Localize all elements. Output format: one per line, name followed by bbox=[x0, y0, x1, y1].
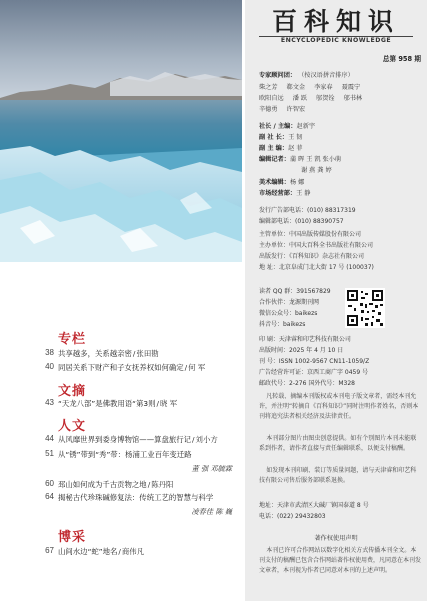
advisors-row bbox=[259, 93, 369, 102]
advisor-name: 欧阳自远 bbox=[259, 95, 284, 102]
staff-line bbox=[259, 177, 304, 186]
social-line: 合作伙伴：龙源期刊网 bbox=[259, 299, 320, 306]
entry-author: 张田勘 bbox=[136, 349, 159, 358]
page-number: 64 bbox=[45, 492, 54, 501]
staff-line bbox=[301, 165, 332, 174]
staff-value: 赵 菲 bbox=[288, 145, 303, 152]
contact-line: 主办单位：中国大百科全书出版社有限公司 bbox=[259, 242, 374, 249]
advisor-name: 李家春 bbox=[314, 84, 333, 91]
copyright-title: 著作权使用声明 bbox=[314, 535, 358, 542]
entry-author: 陈丹阳 bbox=[151, 480, 174, 489]
staff-value: 王 静 bbox=[296, 190, 311, 197]
section-title-miscellany: 博采 bbox=[58, 530, 87, 545]
social-line: 微信公众号：baikezs bbox=[259, 310, 318, 317]
contact-line: 地 址：北京阜成门北大街 17 号 (100037) bbox=[259, 264, 374, 271]
page-number: 43 bbox=[45, 398, 54, 407]
entry-author: 商伟凡 bbox=[121, 547, 145, 556]
entry-author: 刘小方 bbox=[195, 435, 218, 444]
social-line: 读者 QQ 群：391567829 bbox=[259, 288, 331, 295]
advisors-heading bbox=[259, 70, 354, 79]
section-title-column: 专栏 bbox=[58, 332, 87, 347]
staff-value: 蒲 晖 王 凯 张小萌 bbox=[289, 156, 342, 163]
staff-label: 社长 / 主编： bbox=[259, 123, 297, 130]
entry-author: 晓 军 bbox=[160, 399, 178, 408]
print-line: 广告经营许可证：京西工商广字 0459 号 bbox=[259, 369, 369, 376]
entry-author: 凌春佳 陈 巍 bbox=[191, 507, 232, 516]
advisor-name: 许智宏 bbox=[286, 106, 306, 113]
contact-line: 发行广告部电话：(010) 88317319 bbox=[259, 207, 356, 214]
entry-title: 邳山如何成为千古贡物之地 bbox=[58, 480, 147, 489]
advisor-name: 邬贺铨 bbox=[316, 95, 335, 102]
entry-title: “天龙八部”是佛教用语“第3则 bbox=[58, 399, 156, 408]
entry-title: 从风靡世界到委身博物馆——算盘旅行记 bbox=[58, 435, 192, 444]
entry-author: 董 强 邓毓霖 bbox=[191, 464, 232, 473]
section-title-digest: 文摘 bbox=[58, 384, 87, 399]
page-number: 44 bbox=[45, 434, 54, 443]
entry-title: 共享越多，关系越亲密 bbox=[58, 349, 132, 358]
advisors-row bbox=[259, 82, 367, 91]
advisor-name: 邬书林 bbox=[343, 95, 363, 102]
contact-line: 编辑部电话：(010) 88390757 bbox=[259, 218, 344, 225]
staff-label: 副 主 编： bbox=[259, 145, 289, 152]
cover-photo bbox=[0, 0, 242, 262]
print-line: 刊 号：ISSN 1002-9567 CN11-1059/Z bbox=[259, 358, 370, 365]
print-line: 邮政代号：2-276 国外代号：M328 bbox=[259, 380, 355, 387]
quality-notice: 如发现本刊印刷、装订等质量问题，请与天津睿和印艺科技有限公司售后服务部联系退换。 bbox=[259, 467, 417, 484]
contact-line: 主管单位：中国出版传媒股份有限公司 bbox=[259, 231, 362, 238]
staff-value: 谢 燕 龚 婷 bbox=[301, 167, 332, 174]
staff-value: 赵新宇 bbox=[296, 123, 316, 130]
section-title-humanities: 人文 bbox=[58, 419, 87, 434]
staff-value: 杨 娜 bbox=[289, 179, 305, 186]
copyright-notice: 本刊已许可合作网站以数字化相关方式传播本刊全文。本刊支付的稿酬已包含合作网站著作权使用费，凡同意在本刊发文章者，本刊视为作者已同意对本刊的上述声明。 bbox=[259, 547, 422, 574]
advisors-row bbox=[259, 104, 312, 113]
image-credit-notice: 本刊部分图片由图虫创意提供。如有个别图片本刊未能联系到作者，请作者直接与责任编辑联系，以便支付稿酬。 bbox=[259, 435, 417, 452]
staff-line bbox=[259, 154, 341, 163]
staff-label: 编辑记者： bbox=[259, 156, 290, 163]
printer-phone: 电话：(022) 29432803 bbox=[259, 513, 326, 520]
page-number: 38 bbox=[45, 348, 54, 357]
page-number: 40 bbox=[45, 362, 54, 371]
entry-title: 揭秘古代珍珠碱修复法：传统工艺的智慧与科学 bbox=[58, 493, 214, 502]
staff-line bbox=[259, 143, 302, 152]
qr-code-icon[interactable] bbox=[345, 288, 385, 328]
page-number: 60 bbox=[45, 479, 54, 488]
entry-title: 从“锈”带到“秀”带：杨浦工业百年变迁路 bbox=[58, 450, 192, 459]
page-number: 67 bbox=[45, 546, 54, 555]
reprint-notice: 凡转载、摘编本刊版权或本刊电子版文章者，需经本刊允许，并注明“转摘自《百科知识》”同时注明作者姓名，否则本刊将追究法者相关经济及法律责任。 bbox=[259, 393, 419, 420]
entry-title: 同居关系下财产和子女抚养权如何确定 bbox=[58, 363, 184, 372]
staff-line bbox=[259, 121, 315, 130]
issue-number: 总第 958 期 bbox=[382, 55, 421, 63]
logo-chinese: 百科知识 bbox=[271, 7, 400, 36]
advisor-name: 柴之芳 bbox=[259, 84, 278, 91]
staff-label: 副 社 长： bbox=[259, 134, 289, 141]
staff-value: 王 韧 bbox=[288, 134, 303, 141]
advisor-name: 聂震宁 bbox=[341, 84, 361, 91]
staff-line bbox=[259, 188, 310, 197]
staff-label: 美术编辑： bbox=[259, 179, 290, 186]
entry-title: 山间水边“蛇”地名 bbox=[58, 547, 118, 556]
colophon-panel bbox=[245, 0, 427, 601]
page-number: 51 bbox=[45, 449, 54, 458]
magazine-logo bbox=[254, 6, 418, 50]
staff-line bbox=[259, 132, 302, 141]
advisor-name: 辛德勇 bbox=[259, 106, 278, 113]
entry-author: 何 军 bbox=[188, 363, 206, 372]
printer-address: 地址：天津市武清区大碱厂镇国泰道 8 号 bbox=[259, 502, 369, 509]
advisor-name: 郗文金 bbox=[286, 84, 306, 91]
contact-line: 出版发行：《百科知识》杂志社有限公司 bbox=[259, 253, 365, 260]
logo-english: ENCYCLOPEDIC KNOWLEDGE bbox=[280, 37, 392, 44]
table-of-contents: 专栏 38 共享越多，关系越亲密/张田勘 40 同居关系下财产和子女抚养权如何确定/何 军 文摘 43 “天龙八部”是佛教用语“第3则/晓 军 人文 44 从风靡世界到委身博物馆——算盘旅行记/刘小方 51 从“锈”带到“秀”带：杨浦工业百年变迁路 董 强 邓毓霖 60 邳山如何成为千古贡物之地/陈丹阳 64 揭秘古代珍珠碱修复法：传统工艺的智慧与科学 凌春佳 陈 巍 博采 67 山间水边“蛇”地名/商伟凡 bbox=[0, 268, 242, 601]
social-line: 抖音号：baikezs bbox=[259, 321, 306, 328]
print-line: 印 刷：天津睿和印艺科技有限公司 bbox=[259, 336, 351, 343]
advisors-note: （按汉语拼音排序） bbox=[298, 72, 354, 79]
frozen-lake-photo bbox=[0, 0, 242, 262]
advisor-name: 潘 跃 bbox=[292, 95, 308, 102]
print-line: 出版时间：2025 年 4 月 10 日 bbox=[259, 347, 344, 354]
advisors-label: 专家顾问团： bbox=[259, 72, 297, 79]
staff-label: 市场经营部： bbox=[259, 190, 297, 197]
